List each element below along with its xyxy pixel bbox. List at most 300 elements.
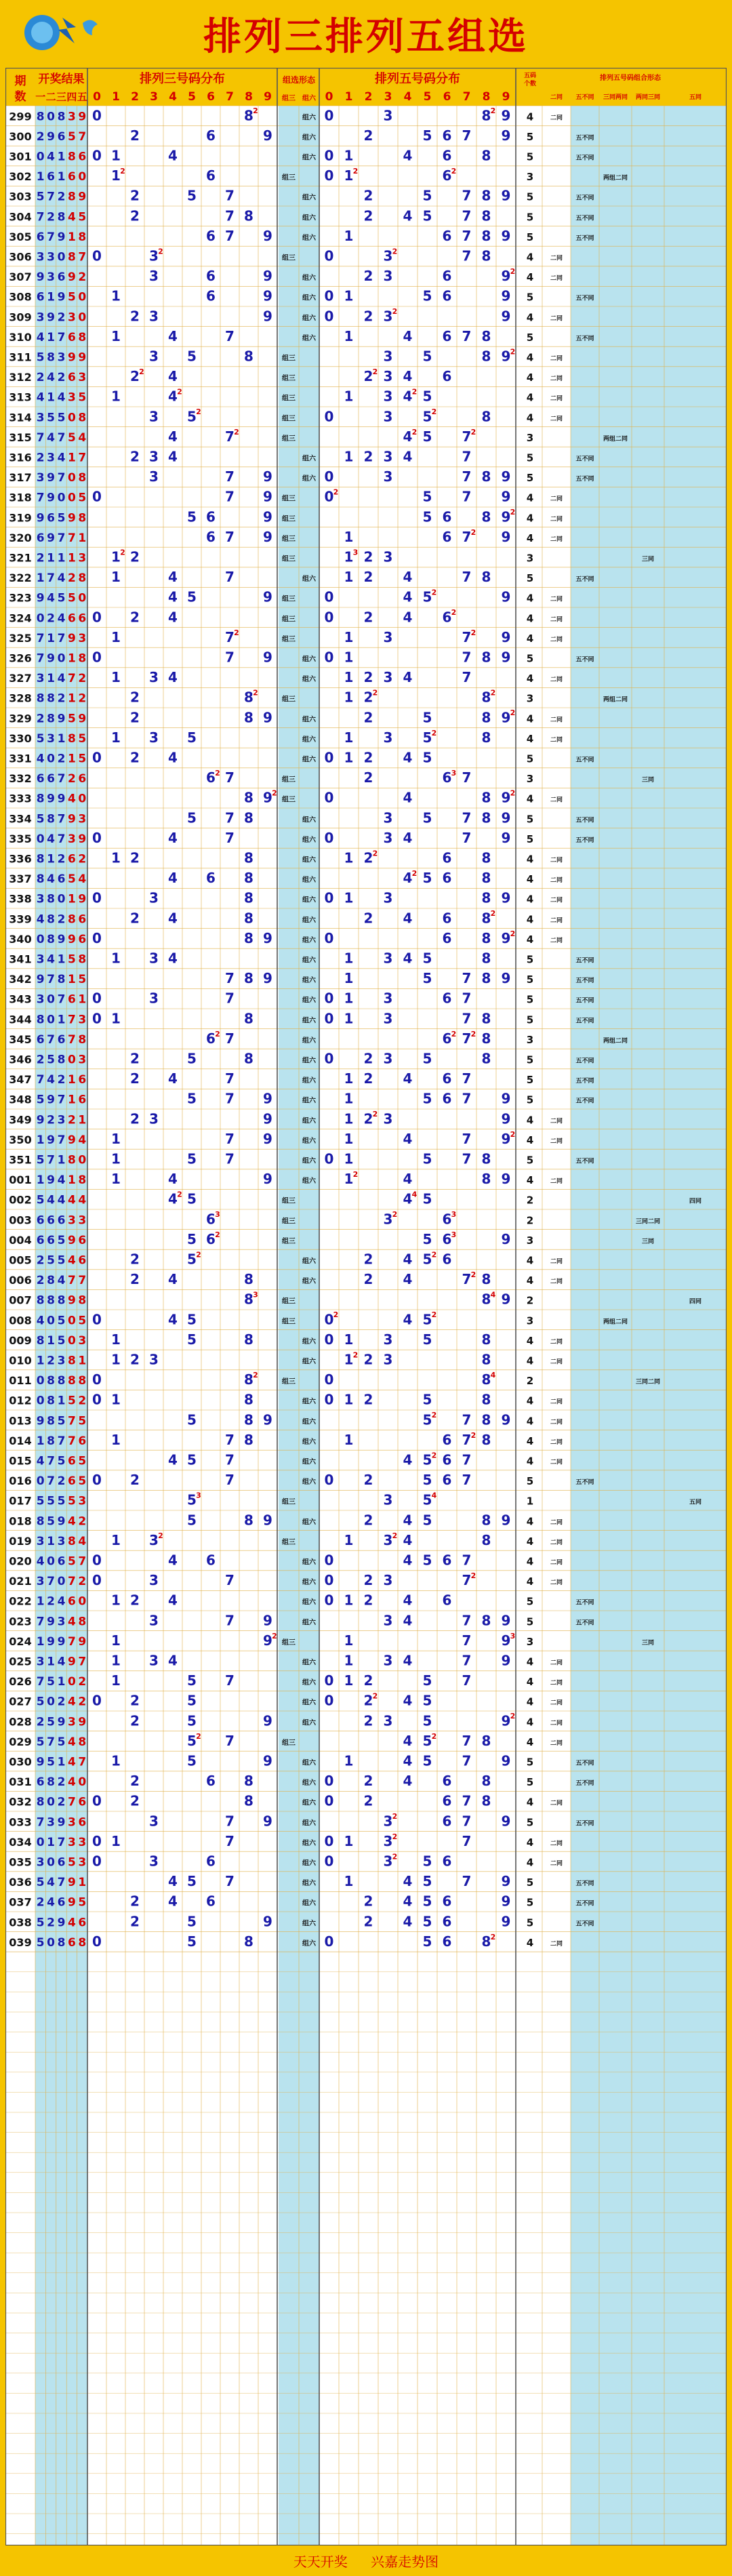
- p5-mark: 7: [462, 207, 472, 224]
- p3-mark: 2: [130, 548, 140, 565]
- result-digit: 1: [47, 390, 56, 405]
- result-digit: 3: [36, 1855, 45, 1870]
- period-label: 343: [9, 992, 32, 1006]
- p5-mark: 2: [363, 1271, 373, 1288]
- p5-unique-count: 4: [526, 1133, 534, 1146]
- p5-combo-mark: 二同: [550, 1279, 563, 1286]
- p3-mark: 7: [225, 1130, 235, 1147]
- p5-combo-mark: 二同: [550, 1178, 563, 1186]
- period-label: 308: [9, 290, 32, 304]
- p3-mark: 1: [111, 849, 121, 866]
- p5-mark: 6: [442, 870, 452, 887]
- result-digit: 7: [36, 1615, 45, 1629]
- result-digit: 2: [78, 1575, 87, 1589]
- p3-mark: 4: [168, 1311, 178, 1328]
- result-digit: 6: [67, 611, 76, 626]
- p3-form-mark: 组三: [282, 1638, 296, 1647]
- p5-mark: 8: [481, 970, 491, 987]
- result-digit: 4: [67, 1695, 76, 1709]
- p5-mark: 7: [462, 1150, 472, 1167]
- p3-mark-count: 2: [215, 1230, 220, 1239]
- result-digit: 0: [57, 491, 66, 505]
- p5-mark: 4: [403, 870, 413, 887]
- p3-mark: 2: [130, 1271, 140, 1288]
- result-digit: 4: [36, 1314, 45, 1328]
- p5-mark-count: 3: [352, 548, 359, 557]
- p5-unique-count: 4: [526, 491, 534, 504]
- p3-form-mark: 组六: [302, 1077, 316, 1085]
- result-digit: 5: [36, 190, 45, 204]
- p3-mark: 8: [244, 1431, 253, 1448]
- period-label: 334: [9, 812, 32, 826]
- p3-mark: 3: [149, 1813, 159, 1830]
- p5-mark: 5: [422, 287, 432, 304]
- result-digit: 7: [67, 1013, 76, 1027]
- p5-mark: 3: [383, 1832, 393, 1849]
- period-label: 039: [9, 1935, 32, 1949]
- p5-combo-mark: 二同: [550, 395, 563, 403]
- result-digit: 9: [36, 1414, 45, 1428]
- result-digit: 8: [67, 1374, 76, 1388]
- period-label: 011: [9, 1374, 32, 1388]
- p5-combo-mark: 五不同: [575, 997, 594, 1005]
- result-digit: 4: [57, 1274, 66, 1288]
- result-digit: 7: [47, 190, 56, 204]
- p3-mark: 9: [263, 929, 272, 946]
- p3-mark: 5: [187, 1251, 197, 1268]
- p3-mark: 5: [187, 1411, 197, 1428]
- result-digit: 2: [36, 712, 45, 726]
- p5-mark-count: 2: [411, 427, 418, 437]
- result-digit: 6: [36, 230, 45, 244]
- result-digit: 4: [36, 390, 45, 405]
- p5-mark-count: 2: [372, 1691, 378, 1701]
- p5-mark: 1: [344, 990, 354, 1007]
- p3-form-mark: 组三: [282, 1538, 296, 1546]
- result-digit: 3: [78, 1213, 87, 1228]
- result-digit: 3: [36, 310, 45, 325]
- result-digit: 5: [67, 430, 76, 445]
- result-digit: 8: [47, 350, 56, 365]
- p5-mark: 5: [422, 709, 432, 726]
- footer: [0, 2551, 732, 2571]
- p3-form-mark: 组六: [302, 1859, 316, 1868]
- p5-mark: 4: [403, 1271, 413, 1288]
- result-digit: 1: [67, 651, 76, 666]
- header-p5-combo-sub: 二同: [550, 94, 563, 101]
- p5-unique-count: 5: [526, 953, 534, 966]
- p5-mark: 6: [442, 1211, 452, 1228]
- p5-unique-count: 3: [526, 692, 534, 705]
- result-digit: 9: [57, 1815, 66, 1830]
- p5-mark: 8: [481, 1351, 491, 1368]
- result-digit: 8: [47, 1293, 56, 1308]
- result-digit: 8: [78, 1032, 87, 1047]
- result-digit: 1: [47, 1333, 56, 1348]
- header-p3-digit: 4: [169, 90, 177, 104]
- result-digit: 5: [78, 731, 87, 746]
- result-digit: 7: [47, 1032, 56, 1047]
- p5-unique-count: 5: [526, 1093, 534, 1106]
- p5-mark: 7: [462, 1672, 472, 1689]
- p5-mark: 4: [403, 1873, 413, 1890]
- p3-mark: 6: [206, 167, 216, 184]
- p5-mark: 8: [481, 849, 491, 866]
- result-digit: 5: [36, 731, 45, 746]
- period-label: 018: [9, 1514, 32, 1528]
- result-digit: 9: [36, 511, 45, 525]
- result-digit: 6: [67, 1935, 76, 1950]
- p3-mark: 4: [168, 1271, 178, 1288]
- p5-unique-count: 2: [526, 1294, 534, 1307]
- result-digit: 8: [57, 210, 66, 224]
- p5-mark: 6: [442, 508, 452, 525]
- p5-combo-mark: 五不同: [575, 456, 594, 463]
- p3-mark: 5: [187, 729, 197, 746]
- p3-mark: 1: [111, 950, 121, 967]
- result-digit: 4: [78, 1133, 87, 1147]
- result-digit: 3: [78, 1053, 87, 1067]
- p3-mark: 3: [149, 408, 159, 425]
- p5-mark-count: 3: [451, 1210, 457, 1220]
- result-digit: 5: [57, 1233, 66, 1247]
- p5-combo-mark: 两组二同: [603, 696, 628, 704]
- p5-mark-count: 2: [431, 588, 437, 597]
- result-digit: 4: [36, 330, 45, 344]
- p3-form-mark: 组三: [282, 635, 296, 643]
- p3-form-mark: 组三: [282, 395, 296, 403]
- p3-mark: 6: [206, 1853, 216, 1870]
- p5-combo-mark: 五不同: [575, 1158, 594, 1165]
- p3-mark: 1: [111, 1331, 121, 1348]
- p5-mark: 1: [344, 448, 354, 465]
- result-digit: 0: [57, 892, 66, 906]
- p3-mark: 3: [149, 1853, 159, 1870]
- p5-combo-mark: 二同: [550, 516, 563, 523]
- p3-mark: 2: [130, 308, 140, 325]
- p5-mark: 2: [363, 1572, 373, 1589]
- p5-unique-count: 4: [526, 853, 534, 866]
- p5-mark: 6: [442, 127, 452, 144]
- period-label: 013: [9, 1414, 32, 1428]
- p5-mark: 3: [383, 1612, 393, 1629]
- p3-form-mark: 组六: [302, 1257, 316, 1266]
- p3-mark: 7: [225, 1672, 235, 1689]
- result-digit: 4: [57, 672, 66, 686]
- p5-mark-count: 2: [392, 307, 398, 317]
- p5-mark: 4: [403, 1070, 413, 1087]
- p5-mark: 8: [481, 187, 491, 204]
- result-digit: 7: [36, 1675, 45, 1689]
- p5-mark: 5: [422, 1712, 432, 1729]
- p5-mark: 7: [462, 1411, 472, 1428]
- p3-mark: 4: [168, 1070, 178, 1087]
- p5-mark: 2: [363, 1251, 373, 1268]
- p5-combo-mark: 二同: [550, 677, 563, 684]
- p5-unique-count: 5: [526, 1776, 534, 1789]
- p3-mark: 7: [225, 1732, 235, 1749]
- p3-mark: 4: [168, 388, 178, 405]
- result-digit: 9: [78, 1715, 87, 1729]
- result-digit: 9: [67, 1233, 76, 1247]
- p5-unique-count: 5: [526, 451, 534, 464]
- p5-combo-mark: 二同: [550, 1258, 563, 1266]
- p5-mark: 1: [344, 167, 354, 184]
- p3-form-mark: 组六: [302, 1337, 316, 1346]
- p3-mark: 0: [92, 1552, 102, 1569]
- p5-mark: 1: [344, 1070, 354, 1087]
- p5-mark: 9: [501, 308, 511, 325]
- result-digit: 9: [47, 792, 56, 806]
- p5-combo-mark: 五不同: [575, 295, 594, 302]
- p5-mark: 7: [462, 247, 472, 264]
- result-digit: 8: [47, 1434, 56, 1448]
- p3-mark: 8: [244, 1371, 253, 1388]
- result-digit: 7: [67, 672, 76, 686]
- p3-mark: 0: [92, 1311, 102, 1328]
- result-digit: 7: [47, 1454, 56, 1468]
- p5-mark: 0: [324, 1592, 334, 1609]
- p5-mark: 8: [481, 1612, 491, 1629]
- p3-mark: 2: [130, 709, 140, 726]
- p5-combo-mark: 二同: [550, 1680, 563, 1687]
- p3-form-mark: 组三: [282, 254, 296, 262]
- result-digit: 0: [47, 1314, 56, 1328]
- result-digit: 3: [57, 350, 66, 365]
- p5-combo-mark: 三同: [641, 1639, 655, 1647]
- p3-mark: 5: [187, 1712, 197, 1729]
- p5-mark: 0: [324, 488, 334, 505]
- period-label: 002: [9, 1193, 32, 1207]
- result-digit: 5: [67, 1394, 76, 1408]
- p5-mark: 8: [481, 1371, 491, 1388]
- p5-mark: 7: [462, 227, 472, 244]
- p5-mark: 0: [324, 1010, 334, 1027]
- p5-mark: 2: [363, 1070, 373, 1087]
- p3-mark: 1: [111, 1652, 121, 1669]
- result-digit: 8: [78, 1935, 87, 1950]
- result-digit: 6: [36, 1032, 45, 1047]
- period-label: 350: [9, 1133, 32, 1146]
- p5-mark: 0: [324, 1853, 334, 1870]
- p5-unique-count: 2: [526, 1375, 534, 1388]
- p3-mark: 9: [263, 127, 272, 144]
- result-digit: 4: [47, 952, 56, 967]
- result-digit: 5: [67, 1554, 76, 1569]
- period-label: 025: [9, 1655, 32, 1668]
- result-digit: 9: [67, 631, 76, 645]
- p5-mark: 5: [422, 127, 432, 144]
- header-p3-digit: 0: [93, 90, 101, 104]
- period-label: 024: [9, 1634, 32, 1648]
- p5-mark: 9: [501, 1230, 511, 1247]
- result-digit: 9: [47, 471, 56, 485]
- result-digit: 7: [57, 772, 66, 786]
- p3-form-mark: 组六: [302, 1558, 316, 1567]
- p5-unique-count: 4: [526, 251, 534, 264]
- p3-mark: 3: [149, 729, 159, 746]
- result-digit: 8: [36, 1293, 45, 1308]
- result-digit: 7: [36, 430, 45, 445]
- result-digit: 1: [47, 631, 56, 645]
- header-p3-digit: 8: [245, 90, 253, 104]
- p5-combo-mark: 五不同: [575, 335, 594, 342]
- p3-mark: 6: [206, 528, 216, 545]
- p3-mark: 8: [244, 970, 253, 987]
- p5-mark: 6: [442, 1592, 452, 1609]
- p3-mark: 6: [206, 508, 216, 525]
- p5-combo-mark: 二同: [550, 877, 563, 885]
- p5-mark: 7: [462, 649, 472, 666]
- p5-mark-count: 2: [510, 267, 516, 277]
- p3-mark: 1: [111, 729, 121, 746]
- p3-mark: 5: [187, 1050, 197, 1067]
- result-digit: 8: [47, 1374, 56, 1388]
- result-digit: 4: [67, 1755, 76, 1769]
- result-digit: 3: [78, 551, 87, 565]
- p5-mark: 1: [344, 1431, 354, 1448]
- result-digit: 6: [36, 1775, 45, 1790]
- period-label: 341: [9, 952, 32, 966]
- p3-mark: 2: [130, 1893, 140, 1910]
- result-digit: 6: [67, 992, 76, 1007]
- result-digit: 4: [57, 1594, 66, 1609]
- p5-combo-mark: 五不同: [575, 1599, 594, 1607]
- p3-mark: 7: [225, 1150, 235, 1167]
- p5-mark: 3: [383, 1853, 393, 1870]
- p3-form-mark: 组六: [302, 1799, 316, 1807]
- result-digit: 5: [78, 1414, 87, 1428]
- p5-mark: 9: [501, 789, 511, 806]
- result-digit: 3: [36, 1534, 45, 1548]
- p5-unique-count: 4: [526, 1274, 534, 1287]
- p3-form-mark: 组三: [282, 776, 296, 784]
- p5-mark: 1: [344, 147, 354, 164]
- p5-mark: 6: [442, 1893, 452, 1910]
- p3-form-mark: 组六: [302, 1619, 316, 1627]
- result-digit: 3: [78, 812, 87, 826]
- header-banner: [0, 0, 732, 62]
- result-digit: 6: [78, 611, 87, 626]
- p5-mark: 0: [324, 829, 334, 846]
- p5-combo-mark: 二同: [550, 736, 563, 744]
- p5-mark: 3: [383, 548, 393, 565]
- result-digit: 1: [57, 551, 66, 565]
- p5-mark: 0: [324, 649, 334, 666]
- p5-unique-count: 3: [526, 171, 534, 184]
- result-digit: 5: [36, 1735, 45, 1749]
- p5-unique-count: 4: [526, 732, 534, 745]
- p3-mark: 2: [130, 910, 140, 927]
- p5-combo-mark: 三同: [641, 777, 655, 784]
- result-digit: 6: [47, 1213, 56, 1228]
- p5-mark-count: 2: [510, 708, 516, 718]
- p5-unique-count: 3: [526, 431, 534, 444]
- p3-form-mark: 组六: [302, 957, 316, 965]
- p3-form-mark: 组六: [302, 1839, 316, 1847]
- p5-unique-count: 2: [526, 1194, 534, 1207]
- p3-mark: 0: [92, 929, 102, 946]
- result-digit: 6: [78, 150, 87, 164]
- p3-mark: 0: [92, 1371, 102, 1388]
- p3-mark: 8: [244, 107, 253, 124]
- p5-mark-count: 4: [411, 1190, 418, 1199]
- p5-mark: 5: [422, 1251, 432, 1268]
- p3-mark: 1: [111, 287, 121, 304]
- p5-mark: 3: [383, 669, 393, 686]
- p5-mark: 6: [442, 167, 452, 184]
- p3-mark: 8: [244, 1050, 253, 1067]
- p3-form-mark: 组六: [302, 877, 316, 885]
- result-digit: 6: [67, 330, 76, 344]
- p5-mark: 1: [344, 548, 354, 565]
- p5-combo-mark: 五不同: [575, 1018, 594, 1025]
- p3-mark: 9: [263, 227, 272, 244]
- result-digit: 8: [67, 250, 76, 264]
- result-digit: 2: [78, 1394, 87, 1408]
- result-digit: 1: [67, 1173, 76, 1188]
- p5-mark: 1: [344, 1010, 354, 1027]
- p5-mark: 8: [481, 207, 491, 224]
- p5-mark: 0: [324, 1150, 334, 1167]
- p3-form-mark: 组六: [302, 1398, 316, 1406]
- result-digit: 5: [57, 411, 66, 425]
- result-digit: 3: [67, 390, 76, 405]
- p5-mark: 5: [422, 1873, 432, 1890]
- result-digit: 6: [78, 772, 87, 786]
- result-digit: 5: [47, 1675, 56, 1689]
- result-digit: 3: [36, 952, 45, 967]
- p5-mark: 8: [481, 1150, 491, 1167]
- p5-mark: 5: [422, 729, 432, 746]
- result-digit: 8: [78, 1293, 87, 1308]
- p5-combo-mark: 两组二同: [603, 435, 628, 443]
- result-digit: 2: [78, 270, 87, 285]
- result-digit: 8: [78, 571, 87, 586]
- result-digit: 9: [47, 531, 56, 545]
- result-digit: 0: [47, 1554, 56, 1569]
- result-digit: 5: [67, 1494, 76, 1508]
- p5-unique-count: 5: [526, 1615, 534, 1628]
- p3-mark: 7: [225, 1832, 235, 1849]
- period-label: 004: [9, 1233, 32, 1247]
- period-label: 023: [9, 1615, 32, 1628]
- p5-mark: 7: [462, 488, 472, 505]
- p5-combo-mark: 二同: [550, 1940, 563, 1948]
- p5-combo-mark: 五不同: [575, 215, 594, 222]
- p3-form-mark: 组六: [302, 134, 316, 142]
- p3-mark: 8: [244, 1411, 253, 1428]
- p5-unique-count: 4: [526, 672, 534, 685]
- p5-mark: 4: [403, 1251, 413, 1268]
- p3-mark: 8: [244, 929, 253, 946]
- result-digit: 8: [47, 712, 56, 726]
- p5-mark: 5: [422, 870, 432, 887]
- p3-mark: 2: [130, 1472, 140, 1489]
- result-digit: 6: [57, 1895, 66, 1910]
- p3-mark-count: 2: [234, 427, 239, 437]
- period-label: 333: [9, 792, 32, 805]
- p3-mark: 5: [187, 508, 197, 525]
- p5-mark: 5: [422, 1913, 432, 1930]
- result-digit: 8: [47, 932, 56, 946]
- p5-combo-mark: 二同: [550, 1699, 563, 1707]
- p5-combo-mark: 五不同: [575, 757, 594, 764]
- p3-mark: 7: [225, 488, 235, 505]
- result-digit: 3: [47, 731, 56, 746]
- p5-mark: 2: [363, 548, 373, 565]
- result-digit: 8: [78, 1735, 87, 1749]
